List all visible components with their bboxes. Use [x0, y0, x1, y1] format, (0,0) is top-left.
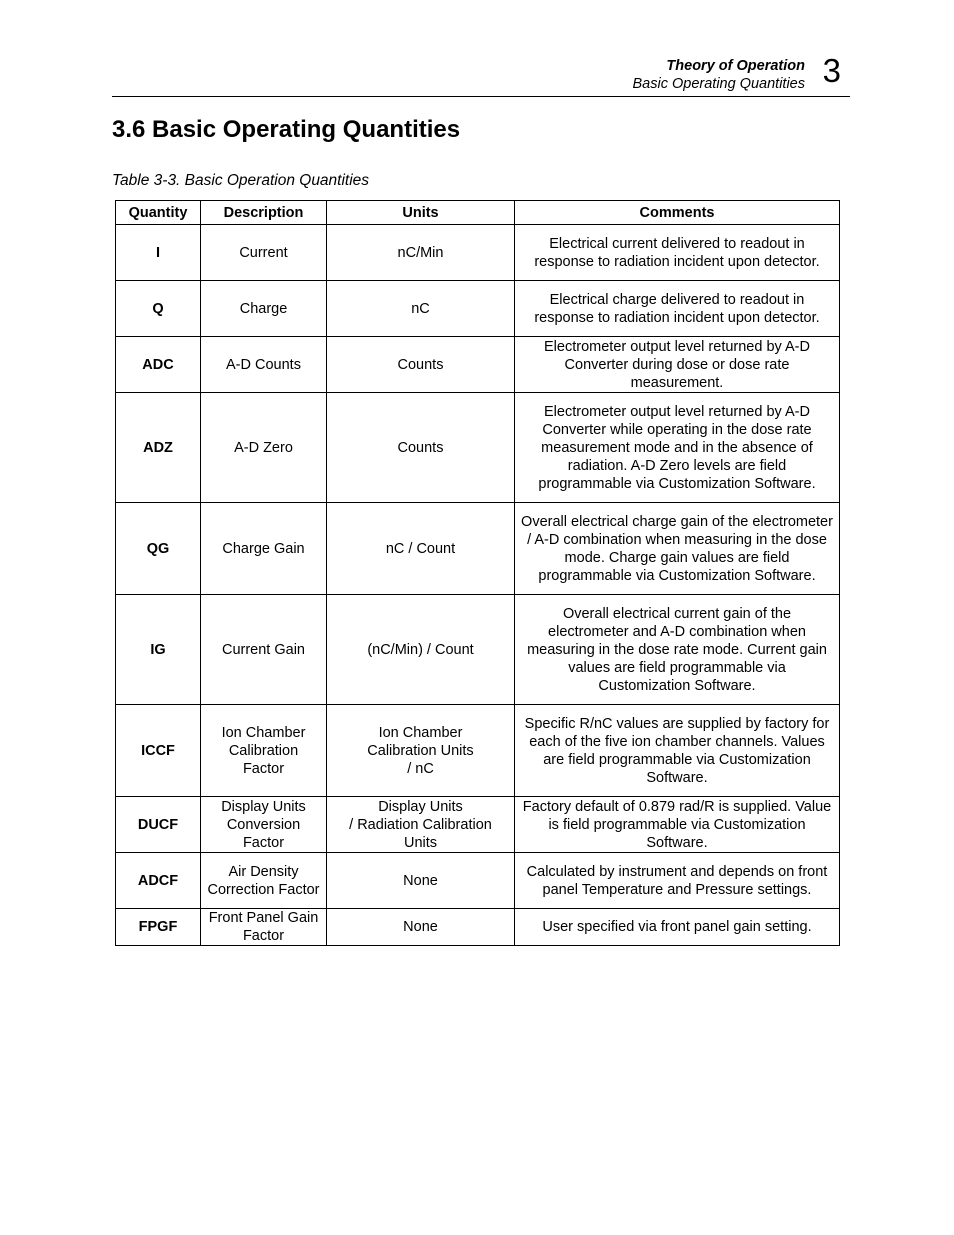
units-cell: None	[327, 853, 515, 909]
description-cell: Front Panel Gain Factor	[201, 909, 327, 946]
quantity-cell: ADC	[116, 337, 201, 393]
table-caption: Table 3-3. Basic Operation Quantities	[112, 172, 370, 189]
chapter-title: Theory of Operation	[666, 58, 805, 74]
units-cell: Ion Chamber Calibration Units / nC	[327, 705, 515, 797]
table-row	[116, 595, 840, 705]
description-cell: Current	[201, 225, 327, 281]
description-cell: Current Gain	[201, 595, 327, 705]
units-cell: Display Units / Radiation Calibration Units	[327, 797, 515, 853]
quantity-cell: ADCF	[116, 853, 201, 909]
units-cell: nC / Count	[327, 503, 515, 595]
comments-cell: Overall electrical charge gain of the electrometer / A-D combination when measuring in the dose mode. Charge gain values are field programmable via Customization Software.	[515, 503, 840, 595]
table-row	[116, 393, 840, 503]
table-row	[116, 225, 840, 281]
quantity-cell: I	[116, 225, 201, 281]
running-header-titles	[633, 57, 805, 93]
table-row	[116, 853, 840, 909]
description-cell: A-D Counts	[201, 337, 327, 393]
quantity-cell: DUCF	[116, 797, 201, 853]
column-header-comments: Comments	[515, 201, 840, 225]
column-header-units: Units	[327, 201, 515, 225]
quantity-cell: ICCF	[116, 705, 201, 797]
quantity-cell: FPGF	[116, 909, 201, 946]
quantity-cell: Q	[116, 281, 201, 337]
chapter-number: 3	[822, 52, 841, 89]
units-cell: (nC/Min) / Count	[327, 595, 515, 705]
units-cell: Counts	[327, 337, 515, 393]
table-row	[116, 797, 840, 853]
table-row	[116, 705, 840, 797]
description-cell: Charge Gain	[201, 503, 327, 595]
description-cell: Ion Chamber Calibration Factor	[201, 705, 327, 797]
section-heading: 3.6 Basic Operating Quantities	[112, 116, 461, 143]
comments-cell: User specified via front panel gain setting.	[515, 909, 840, 946]
comments-cell: Electrical current delivered to readout in response to radiation incident upon detector.	[515, 225, 840, 281]
table-row	[116, 909, 840, 946]
comments-cell: Electrometer output level returned by A-D Converter during dose or dose rate measurement.	[515, 337, 840, 393]
table-row	[116, 281, 840, 337]
description-cell: A-D Zero	[201, 393, 327, 503]
comments-cell: Factory default of 0.879 rad/R is supplied. Value is field programmable via Customization Software.	[515, 797, 840, 853]
quantities-table	[115, 200, 840, 946]
table-row	[116, 337, 840, 393]
table-row	[116, 503, 840, 595]
comments-cell: Calculated by instrument and depends on front panel Temperature and Pressure settings.	[515, 853, 840, 909]
quantity-cell: QG	[116, 503, 201, 595]
units-cell: None	[327, 909, 515, 946]
description-cell: Display Units Conversion Factor	[201, 797, 327, 853]
table-header-row	[116, 201, 840, 225]
comments-cell: Overall electrical current gain of the electrometer and A-D combination when measuring in the dose rate mode. Current gain values are field programmable via Customization Software.	[515, 595, 840, 705]
units-cell: nC	[327, 281, 515, 337]
units-cell: Counts	[327, 393, 515, 503]
section-subtitle: Basic Operating Quantities	[632, 76, 805, 92]
quantity-cell: ADZ	[116, 393, 201, 503]
description-cell: Charge	[201, 281, 327, 337]
running-header	[112, 52, 850, 97]
comments-cell: Electrometer output level returned by A-D Converter while operating in the dose rate measurement mode and in the absence of radiation. A-D Zero levels are field programmable via Customization Software.	[515, 393, 840, 503]
units-cell: nC/Min	[327, 225, 515, 281]
comments-cell: Specific R/nC values are supplied by factory for each of the five ion chamber channels. Values are field programmable via Customization Software.	[515, 705, 840, 797]
column-header-description: Description	[201, 201, 327, 225]
column-header-quantity: Quantity	[116, 201, 201, 225]
description-cell: Air Density Correction Factor	[201, 853, 327, 909]
quantity-cell: IG	[116, 595, 201, 705]
comments-cell: Electrical charge delivered to readout in response to radiation incident upon detector.	[515, 281, 840, 337]
